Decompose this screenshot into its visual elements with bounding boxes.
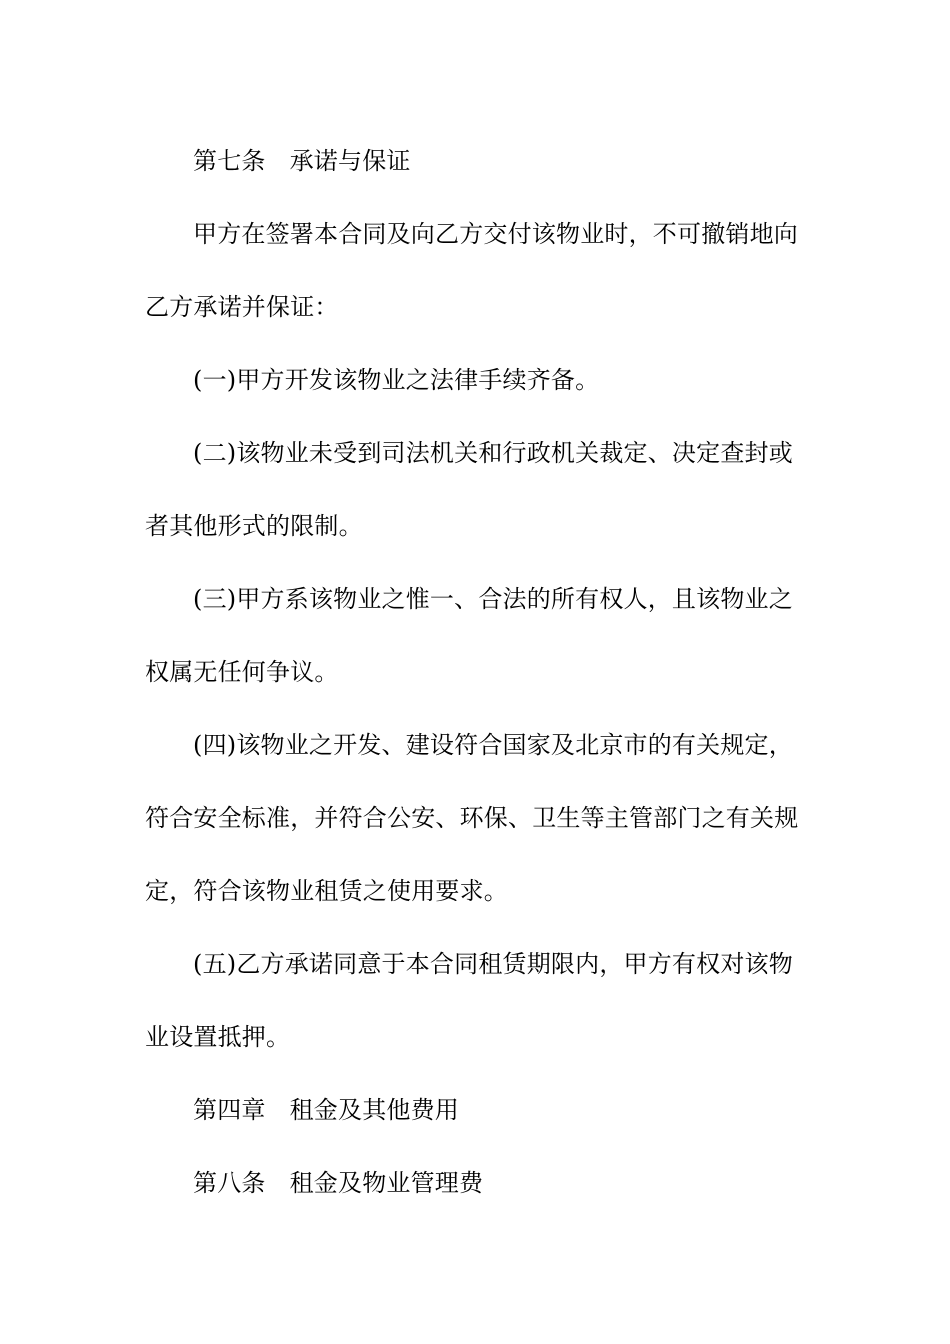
clause-continuation: 权属无任何争议。 [145, 658, 339, 686]
article-title: 承诺与保证 [289, 147, 411, 175]
article-number: 第七条 [193, 147, 266, 175]
article-number: 第八条 [193, 1169, 266, 1197]
clause-item: (二)该物业未受到司法机关和行政机关裁定、决定查封或 [193, 439, 793, 467]
chapter-title: 租金及其他费用 [289, 1096, 460, 1124]
paragraph-line: 甲方在签署本合同及向乙方交付该物业时，不可撤销地向 [193, 220, 798, 248]
chapter-number: 第四章 [193, 1096, 266, 1124]
document-body [145, 125, 810, 1220]
article-title: 租金及物业管理费 [289, 1169, 484, 1197]
clause-item: (三)甲方系该物业之惟一、合法的所有权人，且该物业之 [193, 585, 793, 613]
paragraph-line: 乙方承诺并保证： [145, 293, 339, 321]
clause-continuation: 者其他形式的限制。 [145, 512, 363, 540]
article-heading [145, 1147, 810, 1220]
clause-item: (一)甲方开发该物业之法律手续齐备。 [193, 366, 600, 394]
chapter-heading [145, 1074, 810, 1147]
clause-item: (四)该物业之开发、建设符合国家及北京市的有关规定， [193, 731, 793, 759]
clause-continuation: 符合安全标准，并符合公安、环保、卫生等主管部门之有关规 [145, 804, 799, 832]
clause-continuation: 定，符合该物业租赁之使用要求。 [145, 877, 508, 905]
article-heading [145, 125, 810, 198]
clause-continuation: 业设置抵押。 [145, 1023, 291, 1051]
clause-item: (五)乙方承诺同意于本合同租赁期限内，甲方有权对该物 [193, 950, 793, 978]
